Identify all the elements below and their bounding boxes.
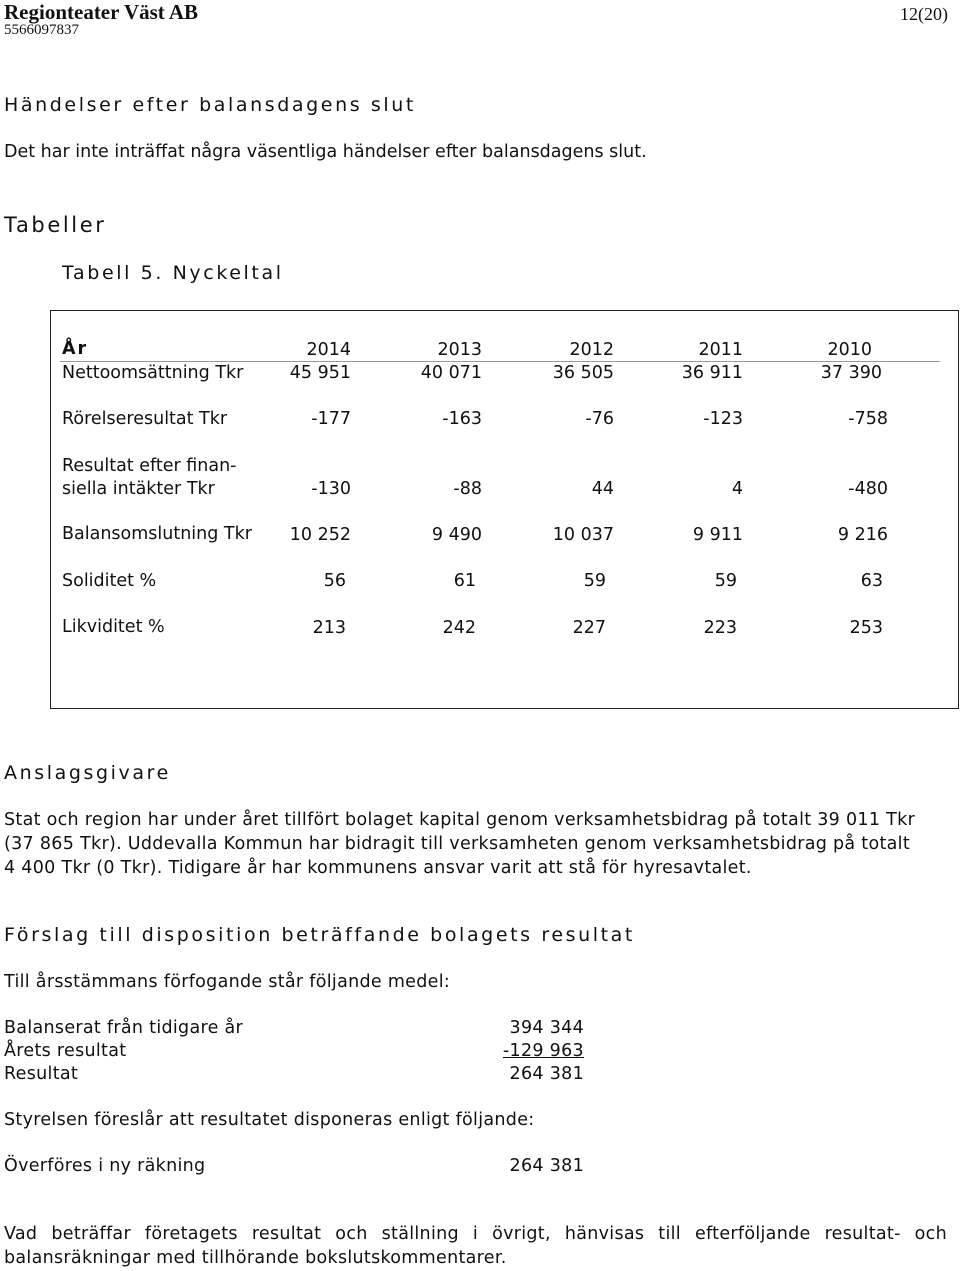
carry-forward-value: 264 381 [509,1156,584,1176]
disposition-item-label: Balanserat från tidigare år [4,1018,244,1038]
row-label-liquidity: Likviditet % [62,617,165,637]
disposition-intro: Till årsstämmans förfogande står följande medel: [4,972,451,992]
table-cell: 213 [312,618,346,638]
table-cell: -76 [585,409,614,429]
company-name: Regionteater Väst AB [4,0,199,24]
table-cell: 59 [714,571,737,591]
funders-heading: Anslagsgivare [4,762,171,784]
funders-line-1: Stat och region har under året tillfört bolaget kapital genom verksamhetsbidrag på totalt 39 011 Tkr [4,810,916,830]
table-cell: 9 216 [837,525,888,545]
table-cell: 56 [323,571,346,591]
disposition-item-value: -129 963 [502,1041,584,1061]
table-cell: 242 [442,618,476,638]
table-cell: 10 252 [289,525,351,545]
funders-line-3: 4 400 Tkr (0 Tkr). Tidigare år har kommunens ansvar varit att stå för hyresavtalet. [4,858,752,878]
carry-forward-label: Överföres i ny räkning [4,1156,206,1176]
table-cell: 63 [860,571,883,591]
funders-line-2: (37 865 Tkr). Uddevalla Kommun har bidragit till verksamheten genom verksamhetsbidrag på totalt [4,834,910,854]
disposition-proposal: Styrelsen föreslår att resultatet disponeras enligt följande: [4,1110,535,1130]
year-col-2: 2013 [437,340,482,360]
year-col-1: 2014 [306,340,351,360]
row-label-result-after-financial-2: siella intäkter Tkr [62,479,215,499]
table-cell: -130 [311,479,351,499]
table-cell: -480 [848,479,888,499]
row-label-total-assets: Balansomslutning Tkr [62,524,252,544]
table-cell: -88 [453,479,482,499]
table-cell: 45 951 [289,363,351,383]
year-col-4: 2011 [698,340,743,360]
closing-text: Vad beträffar företagets resultat och ställning i övrigt, hänvisas till efterföljande resultat- och balansräkningar med tillhörande bokslutskommentarer. [4,1224,947,1268]
disposition-item-label: Årets resultat [4,1041,127,1061]
events-text: Det har inte inträffat några väsentliga händelser efter balansdagens slut. [4,142,647,162]
table-cell: -177 [311,409,351,429]
table-cell: 10 037 [552,525,614,545]
disposition-heading: Förslag till disposition beträffande bolagets resultat [4,924,635,946]
events-heading: Händelser efter balansdagens slut [4,94,416,116]
table-header-rule [60,361,940,362]
table-cell: 227 [572,618,606,638]
table-cell: 9 490 [431,525,482,545]
table-cell: 59 [583,571,606,591]
page-number: 12(20) [900,4,948,24]
table-cell: 44 [591,479,614,499]
table-cell: 40 071 [420,363,482,383]
tables-heading: Tabeller [4,213,107,237]
year-col-3: 2012 [569,340,614,360]
table-cell: 223 [703,618,737,638]
row-label-result-after-financial: Resultat efter finan- [62,456,237,476]
year-col-5: 2010 [827,340,872,360]
table-cell: 36 911 [681,363,743,383]
disposition-item-value: 264 381 [509,1064,584,1084]
table-cell: 37 390 [820,363,882,383]
disposition-item-label: Resultat [4,1064,79,1084]
table-cell: -758 [848,409,888,429]
row-label-solidity: Soliditet % [62,571,157,591]
year-header-label: År [62,339,89,359]
table-cell: -163 [442,409,482,429]
table-cell: 61 [453,571,476,591]
table-cell: 36 505 [552,363,614,383]
table-cell: 4 [731,479,743,499]
row-label-operating-result: Rörelseresultat Tkr [62,409,228,429]
org-number: 5566097837 [4,22,79,38]
table-caption: Tabell 5. Nyckeltal [62,262,284,284]
table-cell: -123 [703,409,743,429]
table-cell: 9 911 [692,525,743,545]
table-cell: 253 [849,618,883,638]
row-label-revenue: Nettoomsättning Tkr [62,363,244,383]
disposition-item-value: 394 344 [509,1018,584,1038]
